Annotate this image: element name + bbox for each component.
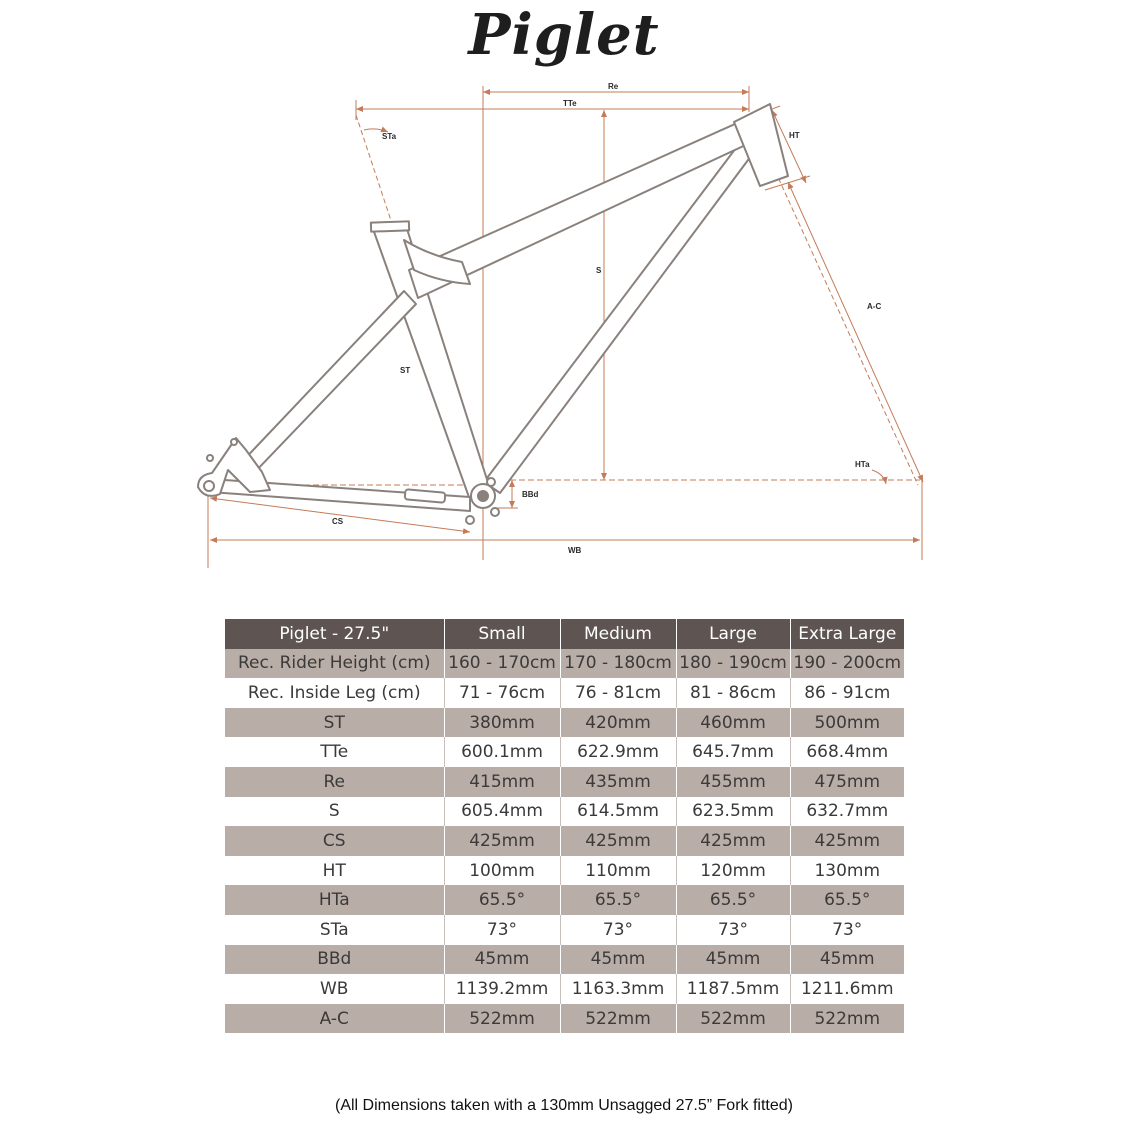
- bbd-label: BBd: [522, 490, 539, 499]
- table-header: Medium: [560, 619, 676, 649]
- table-cell: 100mm: [444, 856, 560, 886]
- table-row: [225, 767, 904, 797]
- ht-label: HT: [789, 131, 800, 140]
- table-cell: 425mm: [790, 826, 904, 856]
- row-label: HTa: [225, 885, 444, 915]
- table-row: [225, 856, 904, 886]
- table-row: [225, 885, 904, 915]
- row-label: CS: [225, 826, 444, 856]
- table-cell: 170 - 180cm: [560, 649, 676, 679]
- table-cell: 110mm: [560, 856, 676, 886]
- table-cell: 73°: [444, 915, 560, 945]
- table-row: [225, 974, 904, 1004]
- table-cell: 1163.3mm: [560, 974, 676, 1004]
- table-cell: 522mm: [444, 1004, 560, 1034]
- row-label: BBd: [225, 945, 444, 975]
- row-label: WB: [320, 978, 349, 999]
- table-cell: 425mm: [444, 826, 560, 856]
- table-row: [225, 915, 904, 945]
- wb-label: WB: [568, 546, 582, 555]
- table-row: [225, 945, 904, 975]
- row-label: S: [328, 801, 340, 822]
- row-label: STa: [319, 919, 349, 940]
- table-cell: 460mm: [676, 708, 790, 738]
- bike-frame: [198, 104, 788, 524]
- sta-label: STa: [382, 132, 397, 141]
- table-cell: 1139.2mm: [444, 974, 560, 1004]
- table-cell: 45mm: [444, 945, 560, 975]
- table-row: [225, 737, 904, 767]
- table-header: Extra Large: [790, 619, 904, 649]
- table-cell: 73°: [790, 915, 904, 945]
- table-cell: 86 - 91cm: [790, 678, 904, 708]
- table-cell: 425mm: [560, 826, 676, 856]
- table-cell: 76 - 81cm: [560, 678, 676, 708]
- table-cell: 522mm: [560, 1004, 676, 1034]
- table-cell: 614.5mm: [560, 797, 676, 827]
- row-label: Rec. Rider Height (cm): [225, 649, 444, 679]
- hta-arc: [872, 470, 886, 484]
- table-cell: 668.4mm: [790, 737, 904, 767]
- table-cell: 45mm: [790, 945, 904, 975]
- row-label: ST: [225, 708, 444, 738]
- re-label: Re: [608, 82, 619, 91]
- table-header: Piglet - 27.5": [225, 619, 444, 649]
- table-cell: 1211.6mm: [790, 974, 904, 1004]
- table-row: [225, 797, 904, 827]
- table-cell: 425mm: [676, 826, 790, 856]
- table-cell: 73°: [560, 915, 676, 945]
- row-label: TTe: [320, 742, 349, 763]
- table-cell: 522mm: [676, 1004, 790, 1034]
- table-cell: 71 - 76cm: [444, 678, 560, 708]
- s-label: S: [596, 266, 602, 275]
- table-cell: 522mm: [790, 1004, 904, 1034]
- row-label: Rec. Inside Leg (cm): [247, 682, 421, 703]
- row-label: Re: [225, 767, 444, 797]
- table-row: [225, 708, 904, 738]
- table-row: [225, 1004, 904, 1034]
- table-cell: 645.7mm: [676, 737, 790, 767]
- table-cell: 130mm: [790, 856, 904, 886]
- table-cell: 420mm: [560, 708, 676, 738]
- row-label: HT: [322, 860, 346, 881]
- hta-label: HTa: [855, 460, 870, 469]
- table-row: [225, 649, 904, 679]
- table-header-row: [225, 619, 904, 649]
- table-cell: 623.5mm: [676, 797, 790, 827]
- table-cell: 622.9mm: [560, 737, 676, 767]
- table-cell: 45mm: [676, 945, 790, 975]
- table-cell: 45mm: [560, 945, 676, 975]
- table-cell: 500mm: [790, 708, 904, 738]
- table-cell: 435mm: [560, 767, 676, 797]
- ac-dimension: [788, 182, 923, 482]
- table-cell: 65.5°: [676, 885, 790, 915]
- st-label: ST: [400, 366, 411, 375]
- row-label: A-C: [225, 1004, 444, 1034]
- table-cell: 73°: [676, 915, 790, 945]
- seat-stay: [238, 291, 416, 475]
- table-cell: 120mm: [676, 856, 790, 886]
- page-title: Piglet: [468, 2, 660, 68]
- cs-label: CS: [332, 517, 344, 526]
- table-cell: 475mm: [790, 767, 904, 797]
- table-cell: 160 - 170cm: [444, 649, 560, 679]
- table-cell: 65.5°: [444, 885, 560, 915]
- ac-label: A-C: [867, 302, 882, 311]
- geometry-table: [225, 619, 904, 1033]
- table-cell: 81 - 86cm: [676, 678, 790, 708]
- table-row: [225, 826, 904, 856]
- table-header: Large: [676, 619, 790, 649]
- footnote: (All Dimensions taken with a 130mm Unsagged 27.5” Fork fitted): [335, 1097, 793, 1114]
- table-cell: 380mm: [444, 708, 560, 738]
- table-cell: 180 - 190cm: [676, 649, 790, 679]
- table-cell: 605.4mm: [444, 797, 560, 827]
- table-cell: 65.5°: [790, 885, 904, 915]
- table-row: [225, 678, 904, 708]
- table-cell: 65.5°: [560, 885, 676, 915]
- table-cell: 455mm: [676, 767, 790, 797]
- table-header: Small: [444, 619, 560, 649]
- table-cell: 632.7mm: [790, 797, 904, 827]
- table-cell: 415mm: [444, 767, 560, 797]
- tte-label: TTe: [563, 99, 577, 108]
- table-cell: 1187.5mm: [676, 974, 790, 1004]
- table-cell: 190 - 200cm: [790, 649, 904, 679]
- table-cell: 600.1mm: [444, 737, 560, 767]
